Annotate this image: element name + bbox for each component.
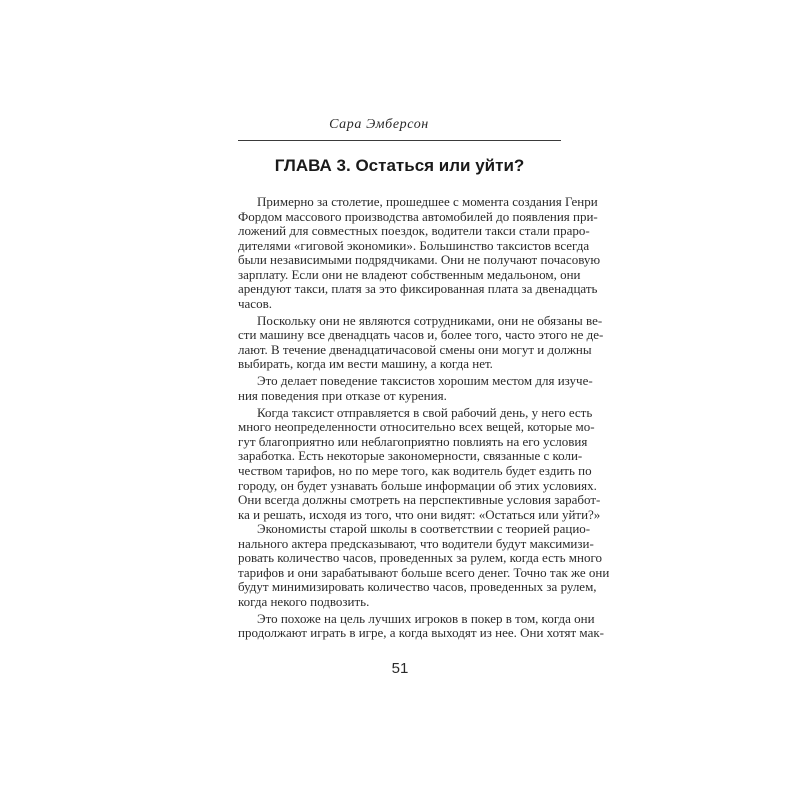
text-line: ния поведения при отказе от курения. — [238, 388, 447, 403]
text-line: ровать количество часов, проведенных за рулем, когда есть много — [238, 550, 602, 565]
text-line: много неопределенности относительно всех вещей, которые мо- — [238, 419, 595, 434]
text-line: чеством тарифов, но по мере того, как водитель будет ездить по — [238, 463, 592, 478]
text-line: заработка. Есть некоторые закономерности, связанные с коли- — [238, 448, 583, 463]
header-rule — [238, 140, 561, 141]
text-line: часов. — [238, 296, 272, 311]
text-line: Экономисты старой школы в соответствии с теорией рацио- — [257, 521, 591, 536]
text-line: Они всегда должны смотреть на перспективные условия заработ- — [238, 492, 601, 507]
text-line: продолжают играть в игре, а когда выходят из нее. Они хотят мак- — [238, 625, 604, 640]
text-line: Поскольку они не являются сотрудниками, они не обязаны ве- — [257, 313, 603, 328]
text-line: городу, он будет узнавать больше информации об этих условиях. — [238, 478, 597, 493]
text-line: сти машину все двенадцать часов и, более того, часто этого не де- — [238, 327, 604, 342]
text-line: гут благоприятно или неблагоприятно повлиять на его условия — [238, 434, 588, 449]
text-line: когда некого подвозить. — [238, 594, 370, 609]
text-line: дителями «гиговой экономики». Большинство таксистов всегда — [238, 238, 590, 253]
text-line: нального актера предсказывают, что водители будут максимизи- — [238, 536, 594, 551]
text-line: ложений для совместных поездок, водители такси стали праро- — [238, 223, 590, 238]
text-line: тарифов и они зарабатывают больше всего денег. Точно так же они — [238, 565, 610, 580]
text-line: будут минимизировать количество часов, проведенных за рулем, — [238, 579, 597, 594]
text-line: Фордом массового производства автомобилей до появления при- — [238, 209, 598, 224]
text-line: Это делает поведение таксистов хорошим местом для изуче- — [257, 373, 593, 388]
chapter-title: ГЛАВА 3. Остаться или уйти? — [274, 156, 525, 175]
text-line: зарплату. Если они не владеют собственным медальоном, они — [238, 267, 581, 282]
text-line: выбирать, когда им вести машину, а когда нет. — [238, 356, 493, 371]
text-line: арендуют такси, платя за это фиксированная плата за двенадцать — [238, 281, 598, 296]
text-line: были независимыми подрядчиками. Они не получают почасовую — [238, 252, 601, 267]
text-line: Когда таксист отправляется в свой рабочий день, у него есть — [257, 405, 593, 420]
text-line: ка и решать, исходя из того, что они видят: «Остаться или уйти?» — [238, 507, 601, 522]
text-line: Это похоже на цель лучших игроков в покер в том, когда они — [257, 611, 595, 626]
text-line: лают. В течение двенадцатичасовой смены они могут и должны — [238, 342, 592, 357]
running-head-author: Сара Эмберсон — [329, 117, 429, 132]
page-number: 51 — [391, 660, 409, 677]
text-line: Примерно за столетие, прошедшее с момента создания Генри — [257, 194, 598, 209]
body-text — [238, 192, 610, 792]
